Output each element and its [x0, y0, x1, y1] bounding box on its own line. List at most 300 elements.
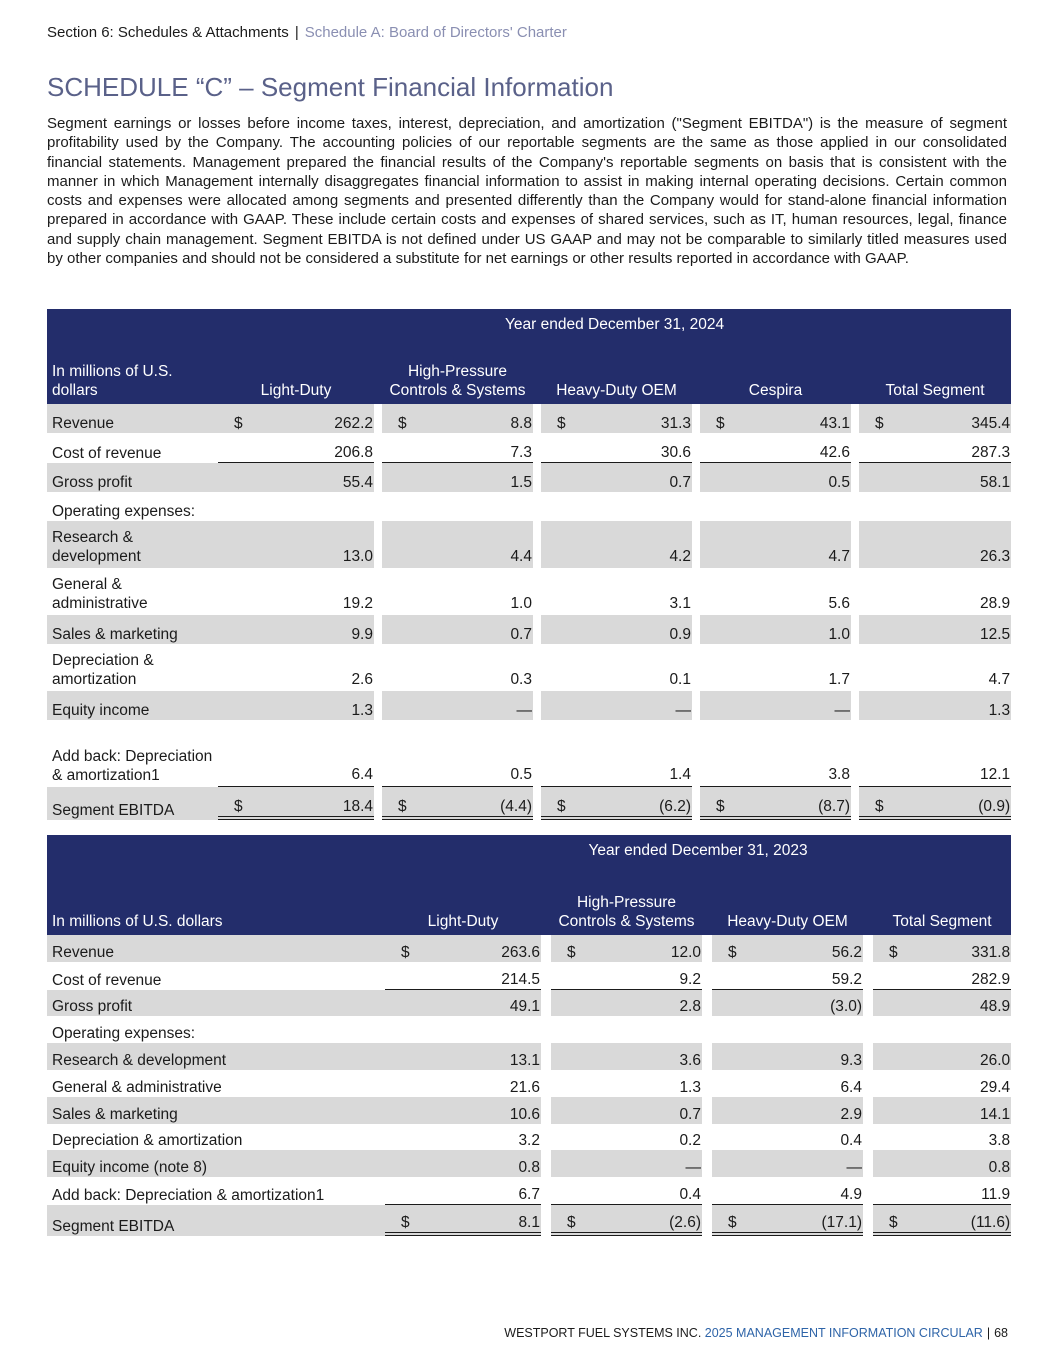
- currency-symbol: $: [859, 787, 903, 820]
- currency-symbol: [541, 644, 585, 691]
- value-cell: 263.6: [429, 935, 541, 962]
- currency-symbol: [218, 521, 262, 568]
- currency-symbol: [873, 1043, 917, 1070]
- table-row: [47, 644, 1011, 691]
- value-cell: 13.1: [429, 1043, 541, 1070]
- table-row: [47, 787, 1011, 820]
- column-gap: [702, 990, 712, 1017]
- currency-symbol: [541, 691, 585, 720]
- table-row: [47, 463, 1011, 492]
- column-gap: [702, 1016, 712, 1043]
- currency-symbol: [382, 568, 426, 615]
- currency-symbol: [551, 1124, 595, 1151]
- column-gap: [533, 691, 541, 720]
- currency-symbol: $: [382, 787, 426, 820]
- value-cell: 28.9: [979, 595, 1011, 612]
- column-gap: [541, 1097, 551, 1124]
- column-gap: [533, 492, 541, 521]
- row-label: Depreciation & amortization: [52, 652, 154, 688]
- currency-symbol: [873, 1016, 917, 1043]
- value-cell: [595, 1016, 702, 1043]
- column-header: Total Segment: [873, 876, 1011, 935]
- value-cell: 214.5: [429, 962, 541, 990]
- table-row: [47, 568, 1011, 615]
- value-cell: 1.4: [585, 720, 692, 787]
- value-cell: 4.2: [585, 521, 692, 568]
- value-cell: 4.7: [988, 671, 1011, 688]
- value-cell: —: [426, 691, 533, 720]
- currency-symbol: [712, 1070, 756, 1097]
- currency-symbol: [541, 463, 585, 492]
- value-cell: 0.8: [917, 1150, 1011, 1177]
- column-gap: [863, 1043, 873, 1070]
- row-label: General & administrative: [52, 1078, 222, 1096]
- value-cell: 262.2: [262, 404, 374, 433]
- value-cell: 49.1: [429, 990, 541, 1017]
- column-gap: [541, 1205, 551, 1236]
- currency-symbol: [385, 1097, 429, 1124]
- column-gap: [374, 691, 382, 720]
- currency-symbol: [700, 463, 744, 492]
- currency-symbol: [551, 990, 595, 1017]
- value-cell: 59.2: [756, 962, 863, 990]
- segment-table-2024: [47, 309, 1011, 820]
- currency-symbol: [859, 463, 903, 492]
- column-gap: [692, 691, 700, 720]
- column-gap: [541, 935, 551, 962]
- currency-symbol: [382, 433, 426, 463]
- row-label: Depreciation & amortization: [52, 1132, 243, 1150]
- value-cell: 4.4: [426, 521, 533, 568]
- currency-symbol: [382, 615, 426, 644]
- column-gap: [533, 521, 541, 568]
- currency-symbol: [382, 691, 426, 720]
- value-cell: 0.7: [585, 463, 692, 492]
- currency-symbol: [859, 615, 903, 644]
- row-label: Add back: Depreciation & amortization1: [52, 1186, 325, 1204]
- value-cell: (4.4): [426, 787, 533, 820]
- column-gap: [541, 1016, 551, 1043]
- currency-symbol: [218, 492, 262, 521]
- column-header: High-Pressure Controls & Systems: [551, 876, 702, 935]
- currency-symbol: [382, 521, 426, 568]
- currency-symbol: [551, 1097, 595, 1124]
- value-cell: 56.2: [756, 935, 863, 962]
- column-gap: [533, 615, 541, 644]
- currency-symbol: [385, 1016, 429, 1043]
- column-gap: [851, 463, 859, 492]
- period-header: Year ended December 31, 2023: [385, 835, 1011, 876]
- intro-paragraph: Segment earnings or losses before income taxes, interest, depreciation, and amortization ("Segment EBITDA") is the measure of segment profitability used by the Company. The accounting policies of our reportable segments are the same as those applied in our consolidated financial statements. Management prepared the financial results of the Company's reportable segments on basis that is consistent with the manner in which Management internally disaggregates financial information to assist in making internal operating decisions. Certain common costs and expenses were allocated among segments and presented differently than the Company would for stand-alone financial information prepared in accordance with GAAP. These include certain costs and expenses of shared services, such as IT, human resources, legal, finance and supply chain management. Segment EBITDA is not defined under US GAAP and may not be comparable to similarly titled measures used by other companies and should not be considered a substitute for net earnings or other results reported in accordance with GAAP.: [47, 115, 1007, 268]
- column-gap: [374, 521, 382, 568]
- row-label: Add back: Depreciation & amortization1: [52, 748, 213, 784]
- row-label: Gross profit: [47, 990, 385, 1017]
- column-gap: [374, 615, 382, 644]
- value-cell: —: [744, 691, 851, 720]
- column-gap: [702, 1205, 712, 1236]
- column-gap: [374, 787, 382, 820]
- currency-symbol: [712, 990, 756, 1017]
- column-gap: [692, 720, 700, 787]
- value-cell: 4.9: [756, 1177, 863, 1205]
- column-header: Light-Duty: [218, 355, 374, 404]
- row-label: Research & development: [47, 521, 218, 568]
- value-cell: [426, 492, 533, 521]
- value-cell: 9.3: [756, 1043, 863, 1070]
- value-cell: 9.2: [595, 962, 702, 990]
- table-row: [47, 433, 1011, 463]
- table-row: [47, 1043, 1011, 1070]
- currency-symbol: $: [700, 787, 744, 820]
- column-gap: [692, 521, 700, 568]
- column-gap: [692, 568, 700, 615]
- table-row: [47, 1177, 1011, 1205]
- row-label: Revenue: [47, 935, 385, 962]
- currency-symbol: [712, 1043, 756, 1070]
- column-header: Light-Duty: [385, 876, 541, 935]
- currency-symbol: [712, 1097, 756, 1124]
- value-cell: 0.7: [595, 1097, 702, 1124]
- value-cell: 331.8: [917, 935, 1011, 962]
- currency-symbol: $: [551, 935, 595, 962]
- currency-symbol: [551, 962, 595, 990]
- value-cell: 4.7: [744, 521, 851, 568]
- column-header: Total Segment: [859, 355, 1011, 404]
- row-label: Segment EBITDA: [47, 787, 218, 820]
- value-cell: 0.1: [669, 671, 691, 688]
- value-cell: 12.1: [903, 720, 1011, 787]
- currency-symbol: [700, 644, 744, 691]
- column-gap: [374, 568, 382, 615]
- currency-symbol: [712, 962, 756, 990]
- unit-label: In millions of U.S. dollars: [47, 355, 218, 404]
- page-footer: [504, 1326, 1008, 1340]
- value-cell: —: [595, 1150, 702, 1177]
- value-cell: 7.3: [426, 433, 533, 463]
- currency-symbol: [859, 433, 903, 463]
- segment-table-2023: [47, 835, 1011, 1236]
- column-gap: [863, 1097, 873, 1124]
- column-gap: [863, 1150, 873, 1177]
- value-cell: [585, 492, 692, 521]
- subsection-link[interactable]: Schedule A: Board of Directors' Charter: [304, 24, 567, 41]
- column-gap: [851, 433, 859, 463]
- currency-symbol: $: [712, 1205, 756, 1236]
- column-gap: [702, 1070, 712, 1097]
- value-cell: 6.4: [840, 1078, 862, 1096]
- value-cell: 3.6: [595, 1043, 702, 1070]
- table-row: [47, 1150, 1011, 1177]
- currency-symbol: [541, 615, 585, 644]
- currency-symbol: $: [859, 404, 903, 433]
- value-cell: 55.4: [262, 463, 374, 492]
- currency-symbol: [551, 1150, 595, 1177]
- value-cell: 0.9: [585, 615, 692, 644]
- value-cell: 1.7: [828, 671, 850, 688]
- column-gap: [863, 990, 873, 1017]
- value-cell: (3.0): [756, 990, 863, 1017]
- column-gap: [541, 1177, 551, 1205]
- value-cell: 19.2: [342, 595, 373, 612]
- currency-symbol: $: [382, 404, 426, 433]
- currency-symbol: [385, 1043, 429, 1070]
- currency-symbol: $: [218, 404, 262, 433]
- currency-symbol: [700, 521, 744, 568]
- row-label: Operating expenses:: [52, 1025, 196, 1043]
- row-label: Revenue: [47, 404, 218, 433]
- currency-symbol: [873, 1177, 917, 1205]
- row-label: Sales & marketing: [47, 1097, 385, 1124]
- column-gap: [863, 1177, 873, 1205]
- value-cell: 0.5: [426, 720, 533, 787]
- currency-symbol: [873, 1124, 917, 1151]
- column-gap: [851, 404, 859, 433]
- currency-symbol: $: [712, 935, 756, 962]
- column-gap: [541, 1070, 551, 1097]
- currency-symbol: [712, 1150, 756, 1177]
- column-header: High-Pressure Controls & Systems: [382, 355, 533, 404]
- page-header: [47, 24, 567, 41]
- value-cell: 0.3: [510, 671, 532, 688]
- currency-symbol: [385, 1124, 429, 1151]
- value-cell: 1.3: [903, 691, 1011, 720]
- column-gap: [851, 568, 859, 615]
- column-gap: [851, 691, 859, 720]
- table-row: [47, 691, 1011, 720]
- header-blank: [47, 309, 218, 355]
- column-gap: [374, 644, 382, 691]
- currency-symbol: [873, 1150, 917, 1177]
- row-label: Segment EBITDA: [47, 1205, 385, 1236]
- value-cell: 6.4: [262, 720, 374, 787]
- value-cell: 1.3: [679, 1078, 701, 1096]
- currency-symbol: $: [700, 404, 744, 433]
- currency-symbol: [218, 644, 262, 691]
- value-cell: 13.0: [262, 521, 374, 568]
- currency-symbol: [873, 1070, 917, 1097]
- currency-symbol: [385, 962, 429, 990]
- value-cell: 58.1: [903, 463, 1011, 492]
- row-label: Equity income (note 8): [47, 1150, 385, 1177]
- currency-symbol: $: [873, 935, 917, 962]
- value-cell: 1.0: [744, 615, 851, 644]
- currency-symbol: $: [218, 787, 262, 820]
- column-gap: [541, 1043, 551, 1070]
- currency-symbol: [873, 990, 917, 1017]
- column-gap: [863, 935, 873, 962]
- currency-symbol: $: [873, 1205, 917, 1236]
- table-row: [47, 1124, 1011, 1151]
- currency-symbol: [218, 691, 262, 720]
- currency-symbol: $: [541, 787, 585, 820]
- currency-symbol: [700, 433, 744, 463]
- currency-symbol: [859, 492, 903, 521]
- page-number: 68: [994, 1326, 1008, 1340]
- value-cell: 31.3: [585, 404, 692, 433]
- currency-symbol: [859, 720, 903, 787]
- value-cell: 48.9: [917, 990, 1011, 1017]
- value-cell: —: [756, 1150, 863, 1177]
- row-label: Cost of revenue: [52, 971, 162, 989]
- value-cell: 2.6: [351, 671, 373, 688]
- value-cell: 0.4: [840, 1132, 862, 1150]
- value-cell: 21.6: [509, 1078, 540, 1096]
- currency-symbol: [385, 1177, 429, 1205]
- column-gap: [541, 1150, 551, 1177]
- value-cell: (8.7): [744, 787, 851, 820]
- column-gap: [692, 644, 700, 691]
- value-cell: 206.8: [262, 433, 374, 463]
- currency-symbol: [712, 1124, 756, 1151]
- column-gap: [702, 1124, 712, 1151]
- column-gap: [541, 962, 551, 990]
- value-cell: 1.3: [262, 691, 374, 720]
- value-cell: 30.6: [585, 433, 692, 463]
- column-gap: [863, 1205, 873, 1236]
- currency-symbol: [551, 1177, 595, 1205]
- value-cell: 345.4: [903, 404, 1011, 433]
- currency-symbol: [859, 568, 903, 615]
- row-label: Sales & marketing: [47, 615, 218, 644]
- value-cell: [917, 1016, 1011, 1043]
- column-gap: [374, 404, 382, 433]
- column-gap: [692, 463, 700, 492]
- value-cell: 18.4: [262, 787, 374, 820]
- table-row: [47, 962, 1011, 990]
- value-cell: (11.6): [917, 1205, 1011, 1236]
- value-cell: 287.3: [903, 433, 1011, 463]
- column-gap: [374, 720, 382, 787]
- value-cell: 3.1: [669, 595, 691, 612]
- column-header: Heavy-Duty OEM: [541, 355, 692, 404]
- footer-separator: |: [986, 1326, 991, 1340]
- column-gap: [702, 1150, 712, 1177]
- column-gap: [863, 1070, 873, 1097]
- currency-symbol: [551, 1043, 595, 1070]
- value-cell: 26.0: [917, 1043, 1011, 1070]
- currency-symbol: [712, 1177, 756, 1205]
- column-gap: [851, 720, 859, 787]
- value-cell: 8.8: [426, 404, 533, 433]
- value-cell: [744, 492, 851, 521]
- value-cell: (0.9): [903, 787, 1011, 820]
- column-gap: [702, 935, 712, 962]
- row-label: Research & development: [47, 1043, 385, 1070]
- currency-symbol: [541, 568, 585, 615]
- value-cell: 8.1: [429, 1205, 541, 1236]
- row-label: General & administrative: [52, 576, 148, 612]
- table-row: [47, 404, 1011, 433]
- value-cell: 11.9: [917, 1177, 1011, 1205]
- table-row: [47, 1016, 1011, 1043]
- table-row: [47, 492, 1011, 521]
- currency-symbol: [700, 568, 744, 615]
- column-gap: [692, 787, 700, 820]
- currency-symbol: [541, 433, 585, 463]
- column-gap: [851, 615, 859, 644]
- value-cell: 1.0: [510, 595, 532, 612]
- unit-label: In millions of U.S. dollars: [47, 876, 385, 935]
- value-cell: 42.6: [744, 433, 851, 463]
- table-row: [47, 1205, 1011, 1236]
- column-gap: [533, 644, 541, 691]
- value-cell: 0.7: [426, 615, 533, 644]
- currency-symbol: [382, 644, 426, 691]
- currency-symbol: [859, 644, 903, 691]
- value-cell: (6.2): [585, 787, 692, 820]
- column-gap: [533, 787, 541, 820]
- footer-company: WESTPORT FUEL SYSTEMS INC.: [504, 1326, 702, 1340]
- currency-symbol: [541, 720, 585, 787]
- column-gap: [541, 1124, 551, 1151]
- table-row: [47, 1070, 1011, 1097]
- column-gap: [851, 644, 859, 691]
- column-gap: [692, 492, 700, 521]
- value-cell: 0.4: [595, 1177, 702, 1205]
- column-gap: [702, 1097, 712, 1124]
- column-gap: [533, 568, 541, 615]
- value-cell: 43.1: [744, 404, 851, 433]
- row-label: Gross profit: [47, 463, 218, 492]
- column-header: Cespira: [700, 355, 851, 404]
- period-header: Year ended December 31, 2024: [218, 309, 1011, 355]
- value-cell: [429, 1016, 541, 1043]
- currency-symbol: [873, 962, 917, 990]
- currency-symbol: $: [541, 404, 585, 433]
- currency-symbol: [385, 990, 429, 1017]
- value-cell: 5.6: [828, 595, 850, 612]
- currency-symbol: [859, 691, 903, 720]
- currency-symbol: $: [551, 1205, 595, 1236]
- value-cell: 14.1: [917, 1097, 1011, 1124]
- currency-symbol: [541, 521, 585, 568]
- row-label: Equity income: [47, 691, 218, 720]
- currency-symbol: [712, 1016, 756, 1043]
- column-gap: [541, 990, 551, 1017]
- currency-symbol: [218, 568, 262, 615]
- column-gap: [533, 720, 541, 787]
- value-cell: 0.2: [679, 1132, 701, 1150]
- row-label: Cost of revenue: [52, 445, 162, 462]
- currency-symbol: [382, 463, 426, 492]
- column-gap: [702, 1043, 712, 1070]
- column-gap: [863, 1124, 873, 1151]
- currency-symbol: [859, 521, 903, 568]
- value-cell: (2.6): [595, 1205, 702, 1236]
- header-separator: |: [294, 24, 299, 41]
- currency-symbol: [541, 492, 585, 521]
- currency-symbol: [218, 463, 262, 492]
- table-row: [47, 990, 1011, 1017]
- value-cell: 282.9: [917, 962, 1011, 990]
- value-cell: 0.8: [429, 1150, 541, 1177]
- currency-symbol: [382, 720, 426, 787]
- column-gap: [692, 615, 700, 644]
- table-row: [47, 1097, 1011, 1124]
- value-cell: [756, 1016, 863, 1043]
- column-gap: [374, 433, 382, 463]
- value-cell: 9.9: [262, 615, 374, 644]
- value-cell: 3.8: [988, 1132, 1011, 1150]
- value-cell: 6.7: [429, 1177, 541, 1205]
- currency-symbol: [873, 1097, 917, 1124]
- value-cell: —: [585, 691, 692, 720]
- value-cell: 2.8: [595, 990, 702, 1017]
- column-gap: [863, 1016, 873, 1043]
- value-cell: 26.3: [903, 521, 1011, 568]
- value-cell: (17.1): [756, 1205, 863, 1236]
- value-cell: [262, 492, 374, 521]
